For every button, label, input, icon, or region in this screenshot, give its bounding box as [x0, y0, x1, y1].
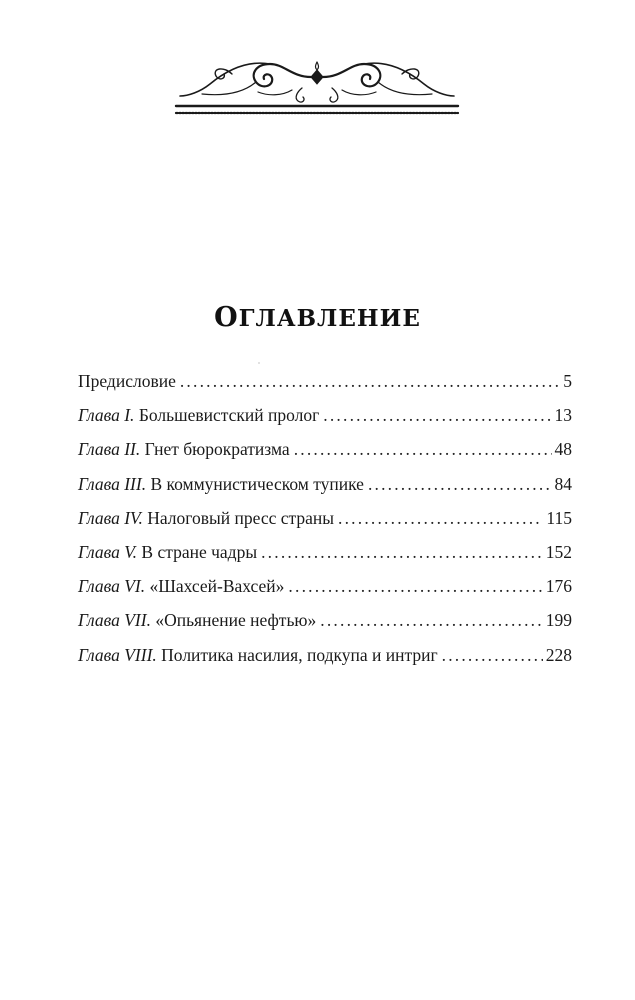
toc-entry-label: [78, 507, 334, 529]
toc-entry-title: Налоговый пресс страны: [142, 507, 335, 528]
toc-entry-chapter-8[interactable]: [78, 644, 572, 678]
toc-title: [0, 302, 635, 333]
toc-entry-chapter-2[interactable]: [78, 438, 572, 472]
toc-entry-chapter-7[interactable]: [78, 609, 572, 643]
toc-entry-chapter-4[interactable]: [78, 507, 572, 541]
toc-dot-leader: [320, 609, 542, 631]
toc-entry-page: 152: [545, 541, 572, 562]
toc-dot-leader: [442, 644, 543, 666]
toc-entry-page: 5: [563, 371, 572, 391]
toc-entry-chapter-3[interactable]: [78, 473, 572, 507]
toc-entry-chapter: Глава VII.: [78, 610, 151, 631]
toc-entry-title: Гнет бюрократизма: [140, 439, 290, 460]
toc-entry-label: [78, 541, 257, 563]
toc-entry-page: 13: [554, 405, 572, 426]
toc-entry-chapter: Глава II.: [78, 439, 141, 460]
toc-entry-chapter: Глава VIII.: [78, 644, 157, 665]
toc-dot-leader: [323, 404, 551, 426]
scroll-flourish-icon: [172, 52, 462, 122]
toc-entry-chapter: Глава I.: [78, 405, 135, 426]
toc-dot-leader: [294, 438, 552, 460]
toc-entry-page: 115: [546, 507, 572, 528]
toc-entry-preface[interactable]: [78, 370, 572, 404]
table-of-contents: [78, 370, 572, 678]
toc-entry-title: В стране чадры: [137, 541, 258, 562]
toc-entry-page: 176: [545, 576, 572, 597]
toc-entry-title: Большевистский пролог: [134, 405, 320, 426]
toc-entry-title: Политика насилия, подкупа и интриг: [156, 644, 438, 665]
toc-entry-chapter-1[interactable]: [78, 404, 572, 438]
toc-dot-leader: [368, 473, 552, 495]
toc-entry-title: «Шахсей-Вахсей»: [145, 576, 285, 597]
toc-entry-label: [78, 370, 176, 392]
toc-entry-chapter: Глава III.: [78, 473, 147, 494]
toc-entry-label: [78, 575, 284, 597]
toc-entry-page: 48: [554, 439, 572, 460]
toc-entry-chapter-6[interactable]: [78, 575, 572, 609]
toc-title-initial: О: [214, 302, 239, 333]
toc-entry-page: 228: [545, 644, 572, 665]
toc-entry-label: [78, 644, 438, 666]
toc-dot-leader: [288, 575, 542, 597]
toc-entry-label: [78, 404, 319, 426]
toc-dot-leader: [180, 370, 560, 392]
toc-title-rest: ГЛАВЛЕНИЕ: [238, 305, 421, 332]
toc-dot-leader: [261, 541, 543, 563]
toc-entry-page: 199: [545, 610, 572, 631]
toc-entry-label: [78, 438, 290, 460]
paper-speck: [258, 362, 260, 364]
toc-entry-label: [78, 473, 364, 495]
toc-entry-chapter: Глава V.: [78, 541, 138, 562]
toc-entry-label: [78, 609, 316, 631]
toc-entry-title: «Опьянение нефтью»: [150, 610, 317, 631]
toc-entry-chapter: Глава IV.: [78, 507, 143, 528]
toc-entry-chapter-5[interactable]: [78, 541, 572, 575]
toc-entry-title: В коммунистическом тупике: [146, 473, 364, 494]
toc-entry-chapter: Глава VI.: [78, 576, 146, 597]
toc-dot-leader: [338, 507, 543, 529]
toc-entry-page: 84: [554, 473, 572, 494]
toc-entry-title: Предисловие: [78, 371, 176, 391]
